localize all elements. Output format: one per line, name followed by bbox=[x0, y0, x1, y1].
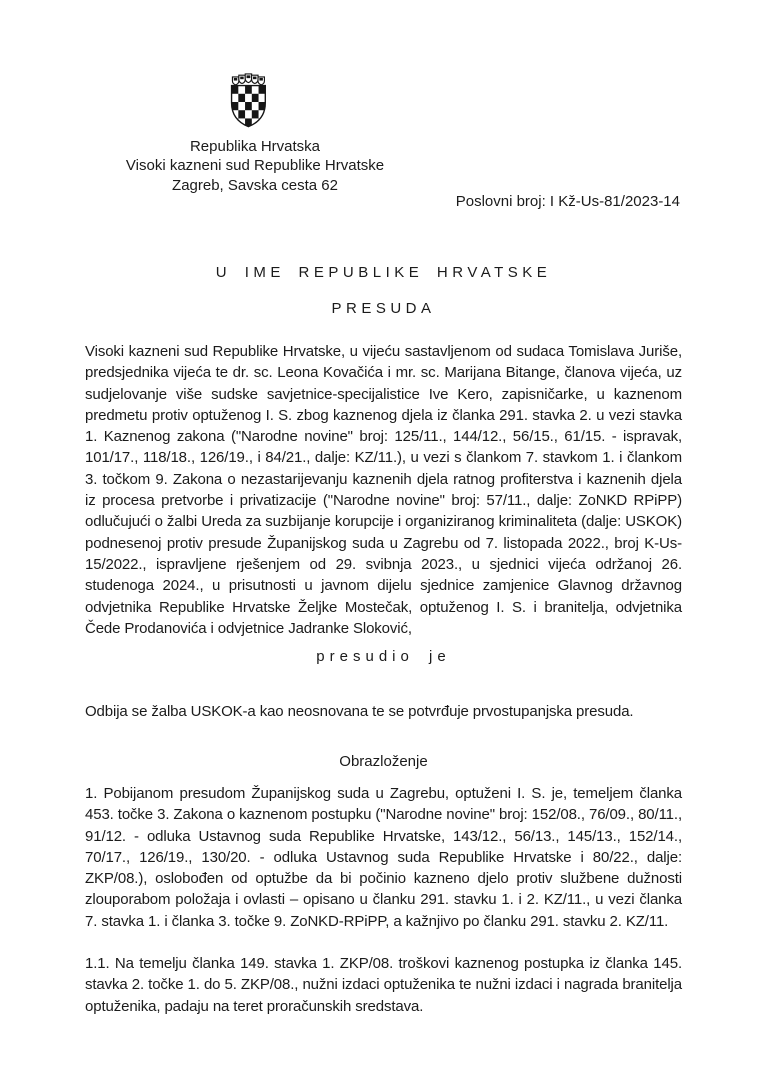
croatian-coat-of-arms-icon bbox=[227, 70, 269, 134]
introduction-paragraph: Visoki kazneni sud Republike Hrvatske, u vijeću sastavljenom od sudaca Tomislava Juriše, predsjednika vijeća te dr. sc. Leona Kovačića i mr. sc. Marijana Bitange, članova vijeća, uz sudjelovanje više sudske savjetnice-specijalistice Ive Kero, zapisničarke, u kaznenom predmetu protiv optuženog I. S. zbog kaznenog djela iz članka 291. stavka 2. u vezi stavka 1. Kaznenog zakona ("Narodne novine" broj: 125/11., 144/12., 56/15., 61/15. - ispravak, 101/17., 118/18., 126/19., i 84/21., dalje: KZ/11.), u vezi s člankom 7. stavkom 1. i člankom 3. točkom 9. Zakona o nezastarijevanju kaznenih djela ratnog profiterstva i kaznenih djela iz procesa pretvorbe i privatizacije ("Narodne novine" broj: 57/11., dalje: ZoNKD RPiPP) odlučujući o žalbi Ureda za suzbijanje korupcije i organiziranog kriminaliteta (dalje: USKOK) podnesenoj protiv presude Županijskog suda u Zagrebu od 7. listopada 2022., broj K-Us-15/2022., ispravljene rješenjem od 29. svibnja 2023., u sjednici vijeća održanoj 26. studenoga 2024., u prisutnosti u javnom dijelu sjednice zamjenice Glavnog državnog odvjetnika Republike Hrvatske Željke Mostečak, optuženog I. S. i branitelja, odvjetnika Čede Prodanovića i odvjetnice Jadranke Sloković, bbox=[85, 343, 682, 637]
letterhead-address: Zagreb, Savska cesta 62 bbox=[172, 176, 338, 194]
heading-obrazlozenje: Obrazloženje bbox=[339, 753, 428, 770]
court-letterhead bbox=[85, 137, 425, 195]
case-number: Poslovni broj: I Kž-Us-81/2023-14 bbox=[455, 193, 680, 210]
operative-part-text: Odbija se žalba USKOK-a kao neosnovana te se potvrđuje prvostupanjska presuda. bbox=[85, 703, 634, 720]
reasoning-paragraph-1-1: 1.1. Na temelju članka 149. stavka 1. ZKP/08. troškovi kaznenog postupka iz članka 145. stavka 2. točke 1. do 5. ZKP/08., nužni izdaci optuženika te nužni izdaci i nagrada branitelja optuženika, padaju na teret proračunskih sredstava. bbox=[85, 955, 682, 1015]
letterhead-court-name: Visoki kazneni sud Republike Hrvatske bbox=[125, 157, 385, 175]
heading-presudio-je: presudio je bbox=[316, 648, 451, 665]
reasoning-paragraph-1: 1. Pobijanom presudom Županijskog suda u Zagrebu, optuženi I. S. je, temeljem članka 453. točke 3. Zakona o kaznenom postupku ("Narodne novine" broj: 152/08., 76/09., 80/11., 91/12. - odluka Ustavnog suda Republike Hrvatske, 143/12., 56/13., 145/13., 152/14., 70/17., 126/19., 130/20. - odluka Ustavnog suda Republike Hrvatske i 80/22., dalje: ZKP/08.), oslobođen od optužbe da bi počinio kazneno djelo protiv službene dužnosti zlouporabom položaja i ovlasti – opisano u članku 291. stavku 1. i 2. KZ/11., u vezi članka 7. stavka 1. i članka 3. točke 9. ZoNKD-RPiPP, a kažnjivo po članku 291. stavku 2. KZ/11. bbox=[85, 785, 682, 930]
heading-presuda: PRESUDA bbox=[331, 300, 436, 317]
letterhead-country: Republika Hrvatska bbox=[189, 138, 321, 155]
heading-in-the-name-of-republic: U IME REPUBLIKE HRVATSKE bbox=[215, 264, 552, 281]
